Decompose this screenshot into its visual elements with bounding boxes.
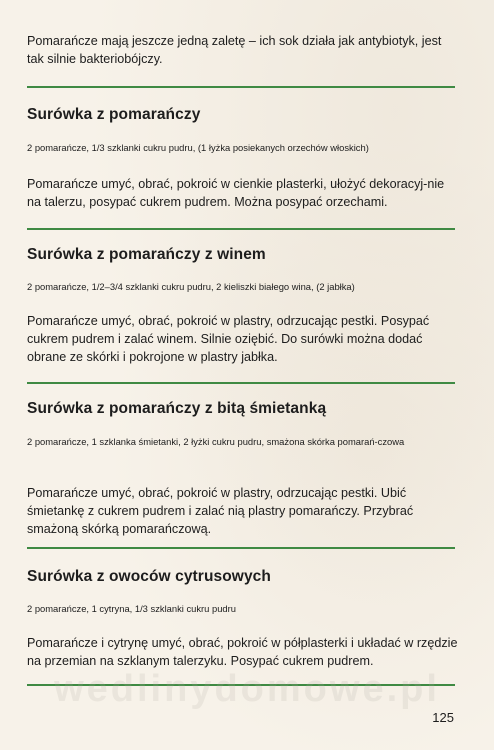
recipe-title: Surówka z pomarańczy z bitą śmietanką bbox=[27, 400, 327, 417]
recipe-title: Surówka z pomarańczy bbox=[27, 106, 201, 123]
page-number: 125 bbox=[432, 710, 454, 725]
section-divider bbox=[27, 228, 455, 230]
recipe-method: Pomarańcze umyć, obrać, pokroić w plastry, odrzucając pestki. Ubić śmietankę z cukrem pudrem i zalać nią plastry pomarańczy. Przybrać smażoną skórką pomarańczową. bbox=[27, 486, 414, 536]
recipe-ingredients: 2 pomarańcze, 1/3 szklanki cukru pudru, (1 łyżka posiekanych orzechów włoskich) bbox=[27, 142, 369, 153]
recipe-title: Surówka z pomarańczy z winem bbox=[27, 246, 266, 263]
watermark: wedlinydomowe.pl bbox=[54, 668, 440, 710]
recipe-ingredients: 2 pomarańcze, 1 szklanka śmietanki, 2 łyżki cukru pudru, smażona skórka pomarań-czowa bbox=[27, 436, 405, 447]
section-divider bbox=[27, 547, 455, 549]
intro-paragraph: Pomarańcze mają jeszcze jedną zaletę – ich sok działa jak antybiotyk, jest tak silnie bakteriobójczy. bbox=[27, 34, 442, 66]
recipe-ingredients: 2 pomarańcze, 1 cytryna, 1/3 szklanki cukru pudru bbox=[27, 603, 236, 614]
recipe-title: Surówka z owoców cytrusowych bbox=[27, 568, 271, 585]
recipe-ingredients: 2 pomarańcze, 1/2–3/4 szklanki cukru pudru, 2 kieliszki białego wina, (2 jabłka) bbox=[27, 281, 355, 292]
recipe-method: Pomarańcze umyć, obrać, pokroić w plastry, odrzucając pestki. Posypać cukrem pudrem i zalać winem. Silnie oziębić. Do surówki można dodać obrane ze skórki i pokrojone w plastry jabłka. bbox=[27, 314, 430, 364]
section-divider bbox=[27, 382, 455, 384]
section-divider bbox=[27, 86, 455, 88]
recipe-method: Pomarańcze umyć, obrać, pokroić w cienkie plasterki, ułożyć dekoracyj-nie na talerzu, posypać cukrem pudrem. Można posypać orzechami. bbox=[27, 177, 445, 209]
recipe-method: Pomarańcze i cytrynę umyć, obrać, pokroić w półplasterki i układać w rzędzie na przemian na szklanym talerzyku. Posypać cukrem pudrem. bbox=[27, 636, 458, 668]
